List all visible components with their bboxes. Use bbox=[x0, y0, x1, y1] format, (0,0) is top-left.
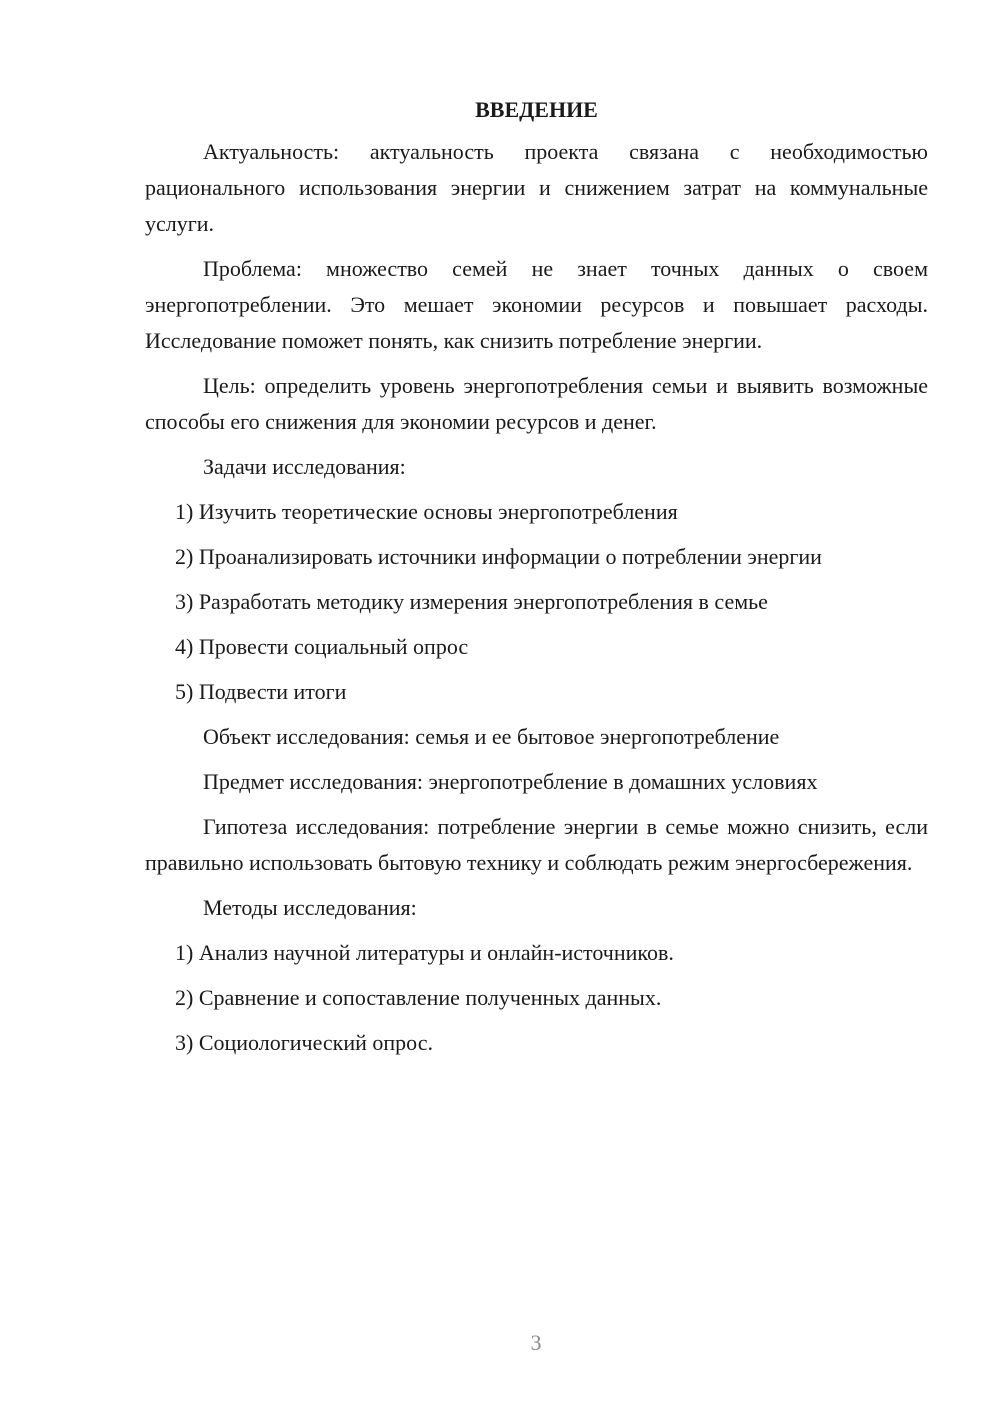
problem-paragraph: Проблема: множество семей не знает точных данных о своем энергопотреблении. Это мешает экономии ресурсов и повышает расходы. Исследование поможет понять, как снизить потребление энергии. bbox=[145, 256, 928, 353]
page-title: ВВЕДЕНИЕ bbox=[475, 97, 598, 122]
list-item: 3) Социологический опрос. bbox=[175, 1030, 433, 1055]
tasks-list bbox=[145, 494, 928, 710]
methods-list bbox=[145, 935, 928, 1061]
relevance-paragraph: Актуальность: актуальность проекта связана с необходимостью рационального использования энергии и снижением затрат на коммунальные услуги. bbox=[145, 139, 928, 236]
methods-heading: Методы исследования: bbox=[203, 895, 417, 920]
list-item: 5) Подвести итоги bbox=[175, 679, 347, 704]
tasks-heading: Задачи исследования: bbox=[203, 454, 406, 479]
goal-paragraph: Цель: определить уровень энергопотребления семьи и выявить возможные способы его снижения для экономии ресурсов и денег. bbox=[145, 373, 928, 434]
subject-paragraph: Предмет исследования: энергопотребление в домашних условиях bbox=[203, 769, 818, 794]
list-item: 1) Изучить теоретические основы энергопотребления bbox=[175, 499, 678, 524]
list-item: 3) Разработать методику измерения энергопотребления в семье bbox=[175, 589, 768, 614]
hypothesis-paragraph: Гипотеза исследования: потребление энергии в семье можно снизить, если правильно использовать бытовую технику и соблюдать режим энергосбережения. bbox=[145, 814, 928, 875]
list-item: 2) Сравнение и сопоставление полученных данных. bbox=[175, 985, 662, 1010]
list-item: 4) Провести социальный опрос bbox=[175, 634, 469, 659]
page-number: 3 bbox=[530, 1330, 542, 1355]
document-page bbox=[145, 92, 928, 1070]
list-item: 2) Проанализировать источники информации о потреблении энергии bbox=[175, 544, 822, 569]
list-item: 1) Анализ научной литературы и онлайн-источников. bbox=[175, 940, 674, 965]
object-paragraph: Объект исследования: семья и ее бытовое энергопотребление bbox=[203, 724, 780, 749]
